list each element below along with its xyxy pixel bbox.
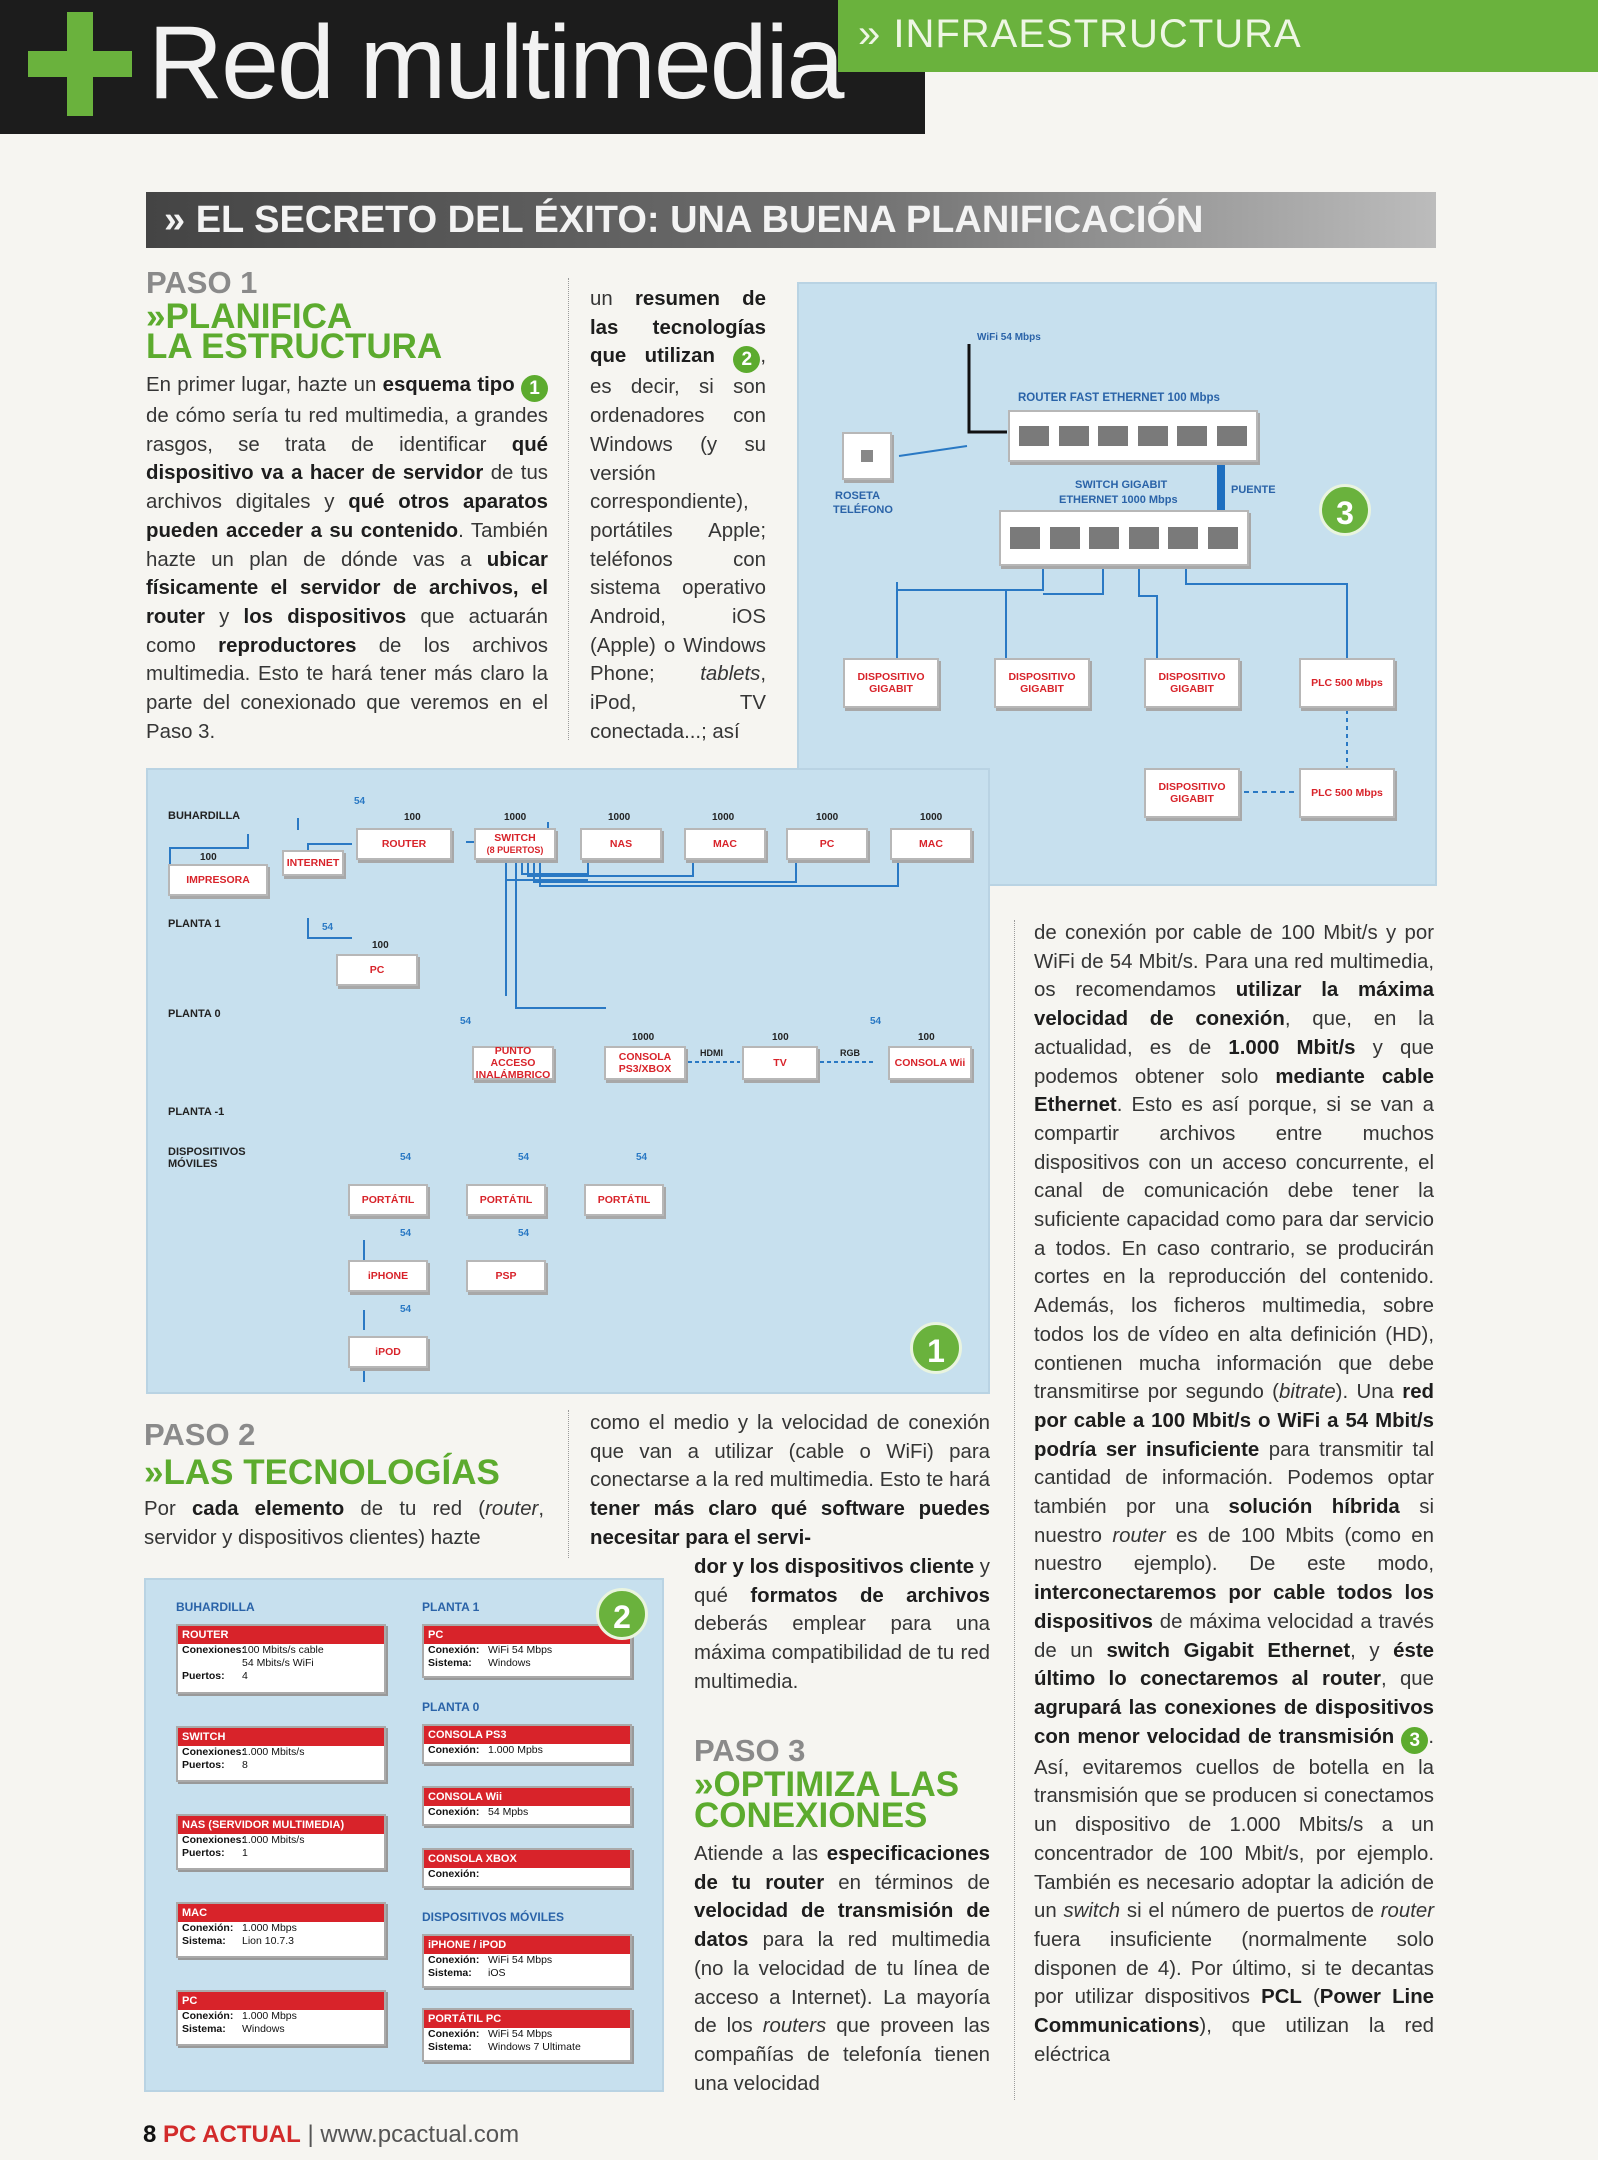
paso2-text-a: Por cada elemento de tu red (router, servidor y dispositivos clientes) hazte	[144, 1498, 545, 1549]
d1-wifi: 54	[518, 1152, 530, 1163]
badge-3-icon: 3	[1319, 484, 1371, 536]
d1-router: ROUTER	[356, 828, 452, 860]
d1-speed: 1000	[504, 812, 527, 823]
paso2-label: PASO 2	[144, 1417, 256, 1452]
d1-wifi: 54	[400, 1228, 412, 1239]
d2-cat-buhardilla: BUHARDILLA	[176, 1600, 255, 1614]
d3-switch	[999, 510, 1249, 566]
magazine-url[interactable]: www.pcactual.com	[320, 2121, 520, 2148]
d1-rgb: RGB	[840, 1048, 860, 1058]
d1-speed: 1000	[632, 1032, 655, 1043]
paso3-title-2: CONEXIONES	[694, 1796, 928, 1835]
paso1-text-b: un resumen de las tecnologías que utilizan 2 , es decir, si son ordenadores con Windows (y su versión correspondiente), portátiles Apple; teléfonos con sistema operativo Android, iOS (Apple) o Windows Phone; tablets, iPod, TV conectada...; así	[590, 288, 766, 743]
d1-portatil-3: PORTÁTIL	[584, 1184, 664, 1216]
d3-device-1: DISPOSITIVO GIGABIT	[843, 658, 939, 708]
d1-speed: 100	[404, 812, 421, 823]
paso1-label: PASO 1	[146, 265, 258, 300]
d3-router	[1008, 410, 1258, 462]
d3-switch-label-2: ETHERNET 1000 Mbps	[1059, 494, 1178, 506]
d2-card-wii: CONSOLA Wii Conexión: 54 Mpbs	[422, 1786, 632, 1826]
d1-wifi: 54	[400, 1304, 412, 1315]
d1-speed: 1000	[712, 812, 735, 823]
footer-separator: |	[307, 2121, 314, 2148]
page-footer	[143, 2120, 519, 2150]
d1-switch: SWITCH (8 PUERTOS)	[474, 828, 556, 860]
diagram-2-panel	[144, 1578, 664, 2092]
badge-3-icon: 3	[1401, 1727, 1428, 1754]
paso1-text-a: En primer lugar, hazte un esquema tipo 1 de cómo sería tu red multimedia, a grandes rasgos, se trata de identificar qué dispositivo va a hacer de servidor de tus archivos digitales y qué otros aparatos pueden acceder a su contenido. También hazte un plan de dónde vas a ubicar físicamente el servidor de archivos, el router y los dispositivos que actuarán como reproductores de los archivos multimedia. Esto te hará tener más claro la parte del conexionado que veremos en el Paso 3.	[146, 374, 548, 743]
section-banner: » EL SECRETO DEL ÉXITO: UNA BUENA PLANIFICACIÓN	[146, 192, 1436, 248]
d1-speed: 1000	[608, 812, 631, 823]
d1-speed: 100	[772, 1032, 789, 1043]
column-rule	[568, 278, 569, 740]
d1-speed: 1000	[816, 812, 839, 823]
d2-card-iphone: iPHONE / iPOD Conexión: WiFi 54 Mbps Sistema: iOS	[422, 1934, 632, 1988]
d1-mac-2: MAC	[890, 828, 972, 860]
d1-speed: 100	[200, 852, 217, 863]
d1-wifi: 54	[460, 1016, 472, 1027]
badge-1-icon: 1	[521, 375, 548, 402]
badge-2-icon: 2	[733, 346, 760, 373]
d2-card-nas: NAS (SERVIDOR MULTIMEDIA) Conexiones:1.000 Mbits/s Puertos: 1	[176, 1814, 386, 1870]
d2-card-pc1: PC Conexión: WiFi 54 Mbps Sistema: Windows	[422, 1624, 632, 1678]
d2-card-router: ROUTER Conexiones:100 Mbits/s cable 54 Mbits/s WiFi Puertos: 4	[176, 1624, 386, 1694]
page-number: 8	[143, 2121, 157, 2148]
d1-floor-planta0: PLANTA 0	[168, 1008, 221, 1020]
d3-roseta-1: ROSETA	[835, 490, 881, 502]
d1-impresora: IMPRESORA	[168, 864, 268, 896]
d1-wifi: 54	[354, 796, 366, 807]
d1-wifi: 54	[870, 1016, 882, 1027]
paso3-title-1: »OPTIMIZA LAS	[694, 1765, 960, 1804]
d1-wifi: 54	[322, 922, 334, 933]
d1-floor-moviles-1: DISPOSITIVOS	[168, 1146, 246, 1158]
d1-consola: CONSOLA PS3/XBOX	[604, 1046, 686, 1080]
d1-iphone: iPHONE	[348, 1260, 428, 1292]
section-label: » INFRAESTRUCTURA	[858, 12, 1302, 56]
d3-switch-label-1: SWITCH GIGABIT	[1075, 479, 1168, 491]
page-title: Red multimedia	[148, 5, 843, 121]
d3-router-label: ROUTER FAST ETHERNET 100 Mbps	[1018, 392, 1220, 404]
d1-ipod: iPOD	[348, 1336, 428, 1368]
paso1-title-1: »PLANIFICA	[146, 297, 353, 336]
d3-plc-1: PLC 500 Mbps	[1299, 658, 1395, 708]
d3-device-3: DISPOSITIVO GIGABIT	[1144, 658, 1240, 708]
d1-wii: CONSOLA Wii	[888, 1046, 972, 1080]
d2-card-portatil: PORTÁTIL PC Conexión: WiFi 54 Mbps Sistema: Windows 7 Ultimate	[422, 2008, 632, 2062]
paso2-title: »LAS TECNOLOGÍAS	[144, 1453, 500, 1492]
magazine-name: PC ACTUAL	[163, 2121, 301, 2148]
d1-pc-planta1: PC	[336, 954, 418, 986]
d3-roseta-2: TELÉFONO	[833, 504, 893, 516]
d1-wifi: 54	[400, 1152, 412, 1163]
d1-punto-acceso: PUNTO ACCESO INALÁMBRICO	[472, 1046, 554, 1080]
d2-cat-planta0: PLANTA 0	[422, 1700, 480, 1714]
badge-1-large-icon: 1	[910, 1322, 962, 1374]
d1-wifi: 54	[518, 1228, 530, 1239]
d3-wifi-label: WiFi 54 Mbps	[977, 332, 1041, 343]
paso2-text-b2: dor y los dispositivos cliente y qué formatos de archivos deberás emplear para una máxima compatibilidad de tu red multimedia.	[694, 1556, 990, 1693]
diagram-1-lines	[148, 770, 992, 1396]
d1-pc: PC	[786, 828, 868, 860]
d1-tv: TV	[742, 1046, 818, 1080]
d3-puente-label: PUENTE	[1231, 484, 1276, 496]
d1-psp: PSP	[466, 1260, 546, 1292]
d1-mac: MAC	[684, 828, 766, 860]
d1-portatil-1: PORTÁTIL	[348, 1184, 428, 1216]
paso2-text-b1: como el medio y la velocidad de conexión que van a utilizar (cable o WiFi) para conectarse a la red multimedia. Esto te hará tener más claro qué software puedes necesitar para el servi-	[590, 1412, 990, 1549]
d3-device-4: DISPOSITIVO GIGABIT	[1144, 768, 1240, 818]
d2-card-xbox: CONSOLA XBOX Conexión:	[422, 1848, 632, 1888]
plus-icon	[28, 12, 132, 116]
d2-card-switch: SWITCH Conexiones:1.000 Mbits/s Puertos: 8	[176, 1726, 386, 1782]
d1-nas: NAS	[580, 828, 662, 860]
d1-wifi: 54	[636, 1152, 648, 1163]
paso1-title-2: LA ESTRUCTURA	[146, 327, 443, 366]
paso3-text-right: de conexión por cable de 100 Mbit/s y por WiFi de 54 Mbit/s. Para una red multimedia, os recomendamos utilizar la máxima velocidad de conexión, que, en la actualidad, es de 1.000 Mbit/s y que podemos obtener solo mediante cable Ethernet. Esto es así porque, si se van a compartir archivos entre muchos dispositivos con un acceso concurrente, el canal de comunicación debe tener la suficiente capacidad como para dar servicio a todos. En caso contrario, se producirán cortes en la reproducción del contenido. Además, los ficheros multimedia, sobre todos los de vídeo en alta definición (HD), contienen mucha información que debe transmitirse por segundo (bitrate). Una red por cable a 100 Mbit/s o WiFi a 54 Mbit/s podría ser insuficiente para transmitir tal cantidad de información. Podemos optar también por una solución híbrida si nuestro router es de 100 Mbits (como en nuestro ejemplo). De este modo, interconectaremos por cable todos los dispositivos de máxima velocidad a través de un switch Gigabit Ethernet, y éste último lo conectaremos al router, que agrupará las conexiones de dispositivos con menor velocidad de transmisión 3 . Así, evitaremos cuellos de botella en la transmisión que se producen si conectamos un dispositivo de 1.000 Mbits/s a un concentrador de 100 Mbit/s, por ejemplo. También es necesario adoptar la adición de un switch si el número de puertos de router fuera insuficiente (normalmente solo disponen de 4). Por último, si te decantas por utilizar dispositivos PCL (Power Line Communications), que utilizan la red eléctrica	[1034, 922, 1435, 2066]
d1-floor-moviles-2: MÓVILES	[168, 1158, 218, 1170]
d1-floor-planta-1: PLANTA -1	[168, 1106, 225, 1118]
d1-speed: 1000	[920, 812, 943, 823]
column-rule	[568, 1410, 569, 1558]
d2-card-mac: MAC Conexión: 1.000 Mbps Sistema: Lion 10.7.3	[176, 1902, 386, 1958]
d1-hdmi: HDMI	[700, 1048, 723, 1058]
d2-cat-moviles: DISPOSITIVOS MÓVILES	[422, 1910, 565, 1924]
paso3-text: Atiende a las especificaciones de tu router en términos de velocidad de transmisión de datos para la red multimedia (no la velocidad de tu línea de acceso a Internet). La mayoría de los routers que proveen las compañías de telefonía tienen una velocidad	[694, 1843, 990, 2095]
d1-internet: INTERNET	[282, 850, 344, 876]
diagram-1-panel	[146, 768, 990, 1394]
d1-floor-buhardilla: BUHARDILLA	[168, 810, 241, 822]
d3-phone-socket	[842, 432, 892, 480]
d1-floor-planta1: PLANTA 1	[168, 918, 221, 930]
d1-speed: 100	[918, 1032, 935, 1043]
d1-portatil-2: PORTÁTIL	[466, 1184, 546, 1216]
column-rule	[1014, 920, 1015, 2100]
d3-plc-2: PLC 500 Mbps	[1299, 768, 1395, 818]
d2-cat-planta1: PLANTA 1	[422, 1600, 480, 1614]
paso3-label: PASO 3	[694, 1733, 806, 1768]
d2-card-pc: PC Conexión: 1.000 Mbps Sistema: Windows	[176, 1990, 386, 2046]
d1-speed: 100	[372, 940, 389, 951]
badge-2-large-icon: 2	[596, 1588, 648, 1640]
d3-device-2: DISPOSITIVO GIGABIT	[994, 658, 1090, 708]
d2-card-ps3: CONSOLA PS3 Conexión: 1.000 Mpbs	[422, 1724, 632, 1764]
